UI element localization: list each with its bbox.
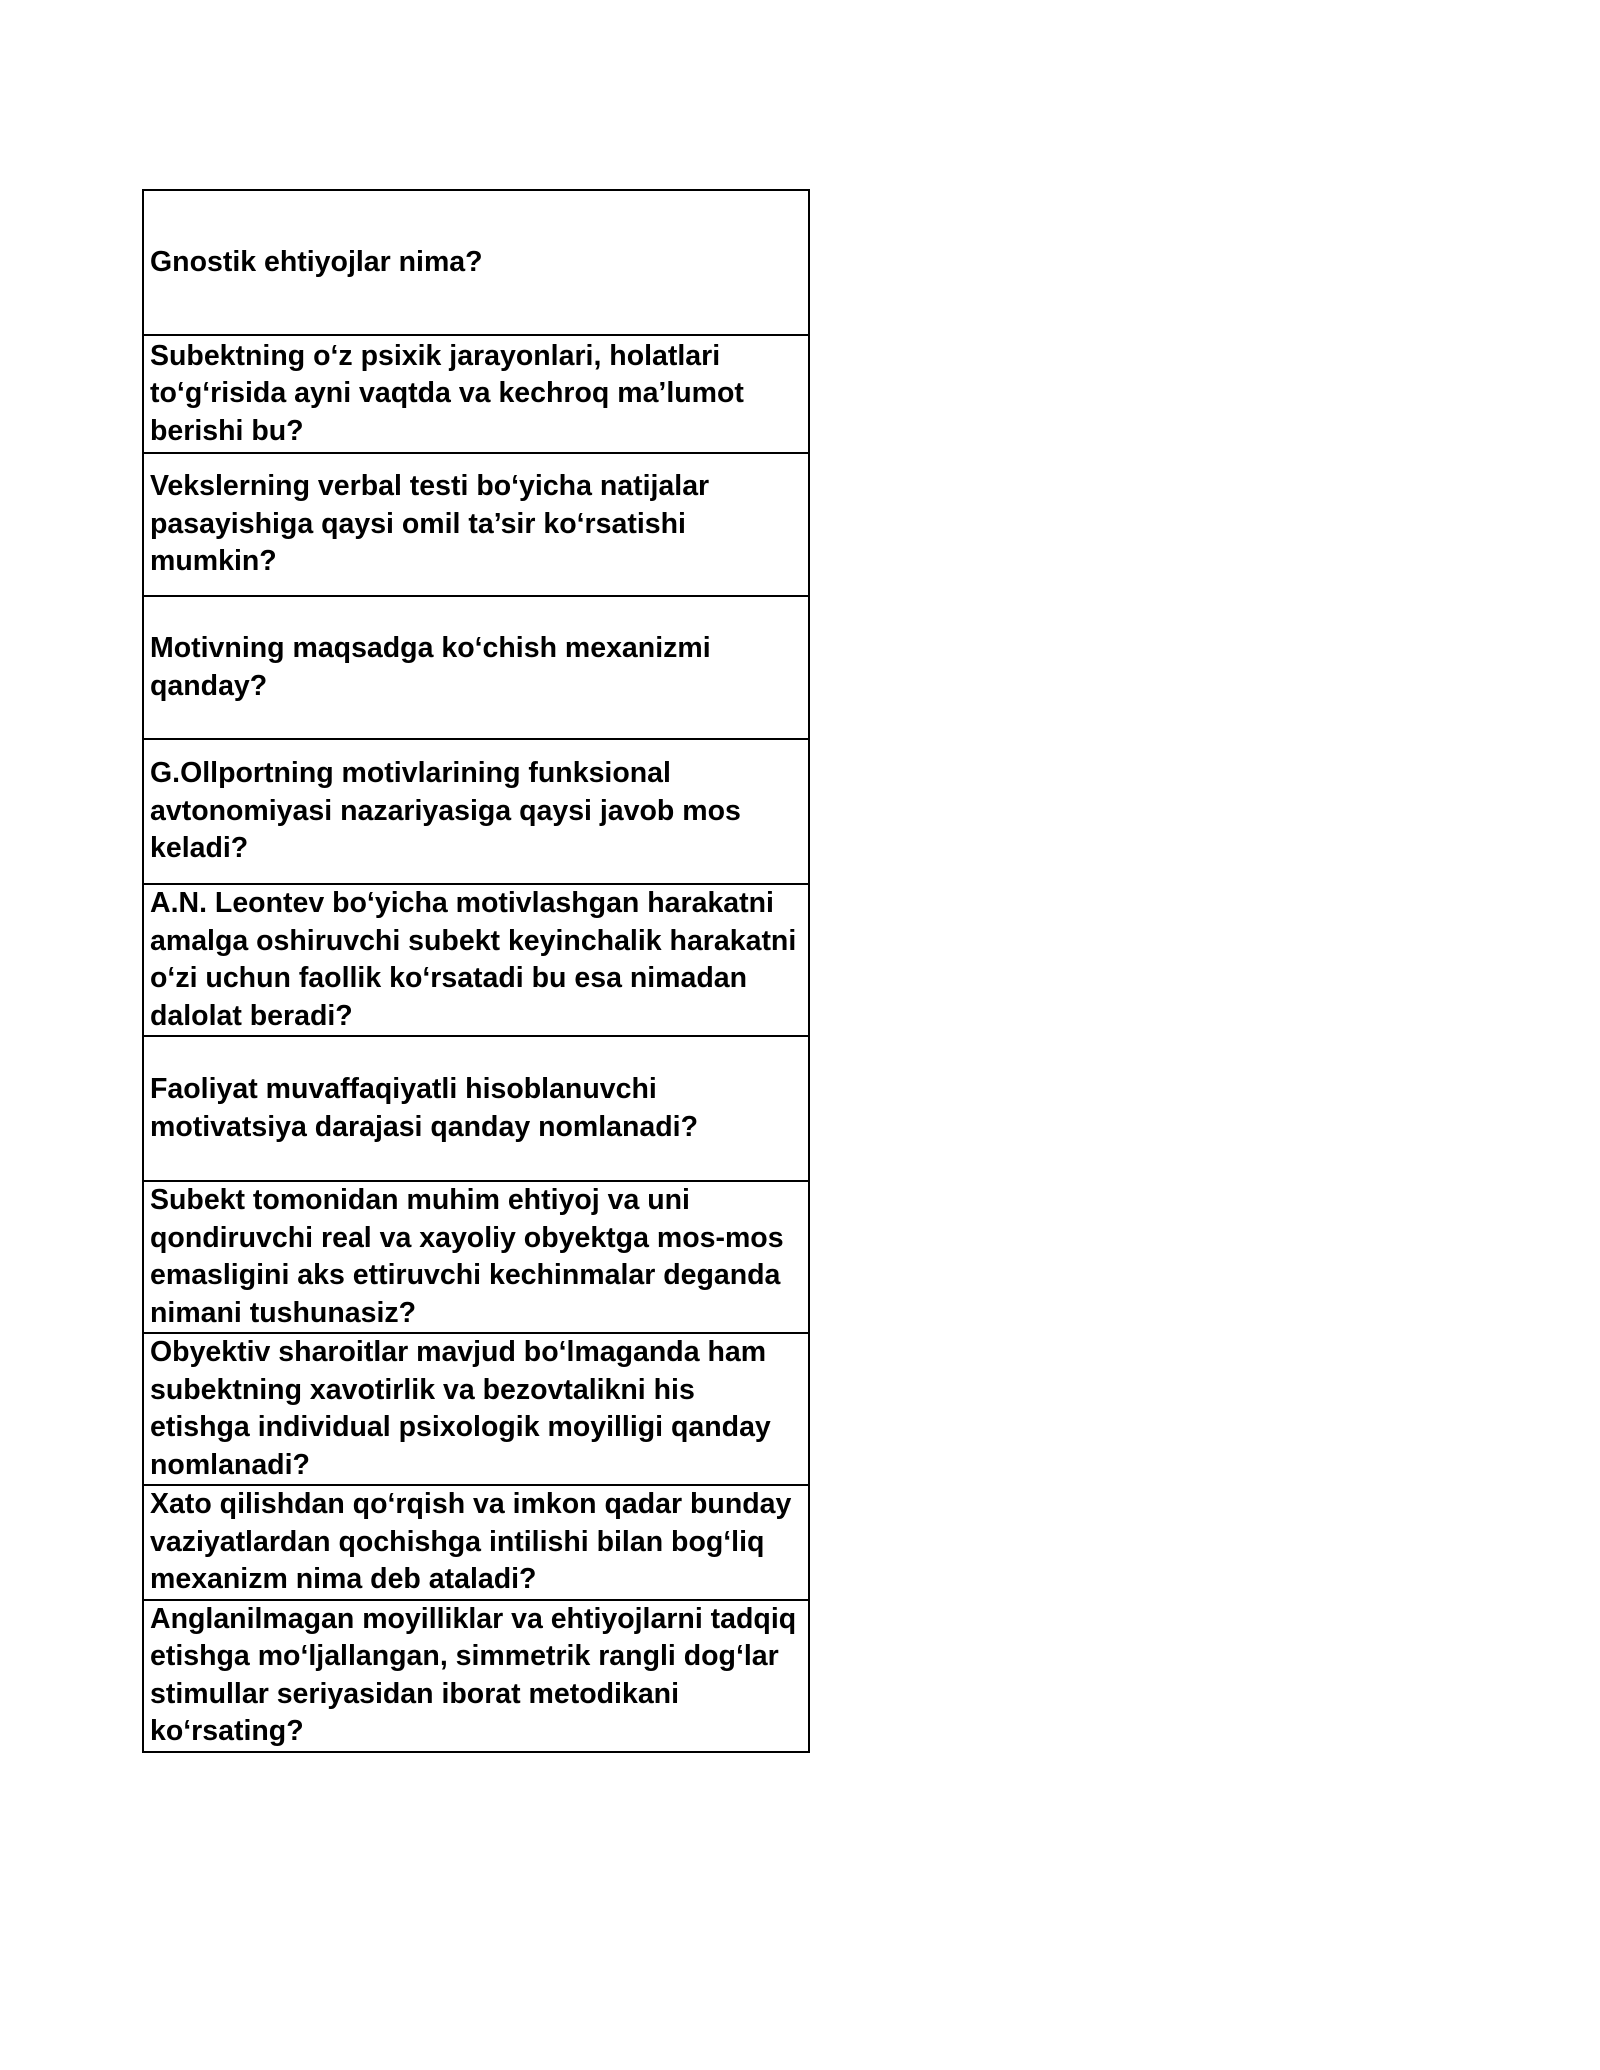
question-cell: G.Ollportning motivlarining funksional avtonomiyasi nazariyasiga qaysi javob mos keladi? bbox=[143, 739, 809, 884]
question-cell: Gnostik ehtiyojlar nima? bbox=[143, 190, 809, 335]
table-row bbox=[143, 335, 809, 453]
table-row bbox=[143, 453, 809, 596]
question-cell: A.N. Leontev bo‘yicha motivlashgan harakatni amalga oshiruvchi subekt keyinchalik harakatni o‘zi uchun faollik ko‘rsatadi bu esa nimadan dalolat beradi? bbox=[143, 884, 809, 1036]
table-row bbox=[143, 1600, 809, 1752]
question-cell: Vekslerning verbal testi bo‘yicha natijalar pasayishiga qaysi omil ta’sir ko‘rsatishi mumkin? bbox=[143, 453, 809, 596]
table-row bbox=[143, 596, 809, 739]
table-row bbox=[143, 1333, 809, 1485]
question-cell: Anglanilmagan moyilliklar va ehtiyojlarni tadqiq etishga mo‘ljallangan, simmetrik rangli dog‘lar stimullar seriyasidan iborat metodikani ko‘rsating? bbox=[143, 1600, 809, 1752]
questions-table bbox=[142, 189, 810, 1753]
table-row bbox=[143, 1485, 809, 1600]
table-row bbox=[143, 1181, 809, 1333]
question-cell: Faoliyat muvaffaqiyatli hisoblanuvchi motivatsiya darajasi qanday nomlanadi? bbox=[143, 1036, 809, 1181]
table-row bbox=[143, 190, 809, 335]
question-cell: Subekt tomonidan muhim ehtiyoj va uni qondiruvchi real va xayoliy obyektga mos-mos emasligini aks ettiruvchi kechinmalar deganda nimani tushunasiz? bbox=[143, 1181, 809, 1333]
question-cell: Subektning o‘z psixik jarayonlari, holatlari to‘g‘risida ayni vaqtda va kechroq ma’lumot berishi bu? bbox=[143, 335, 809, 453]
question-cell: Obyektiv sharoitlar mavjud bo‘lmaganda ham subektning xavotirlik va bezovtalikni his etishga individual psixologik moyilligi qanday nomlanadi? bbox=[143, 1333, 809, 1485]
table-row bbox=[143, 1036, 809, 1181]
question-cell: Motivning maqsadga ko‘chish mexanizmi qanday? bbox=[143, 596, 809, 739]
table-row bbox=[143, 884, 809, 1036]
table-row bbox=[143, 739, 809, 884]
question-cell: Xato qilishdan qo‘rqish va imkon qadar bunday vaziyatlardan qochishga intilishi bilan bog‘liq mexanizm nima deb ataladi? bbox=[143, 1485, 809, 1600]
